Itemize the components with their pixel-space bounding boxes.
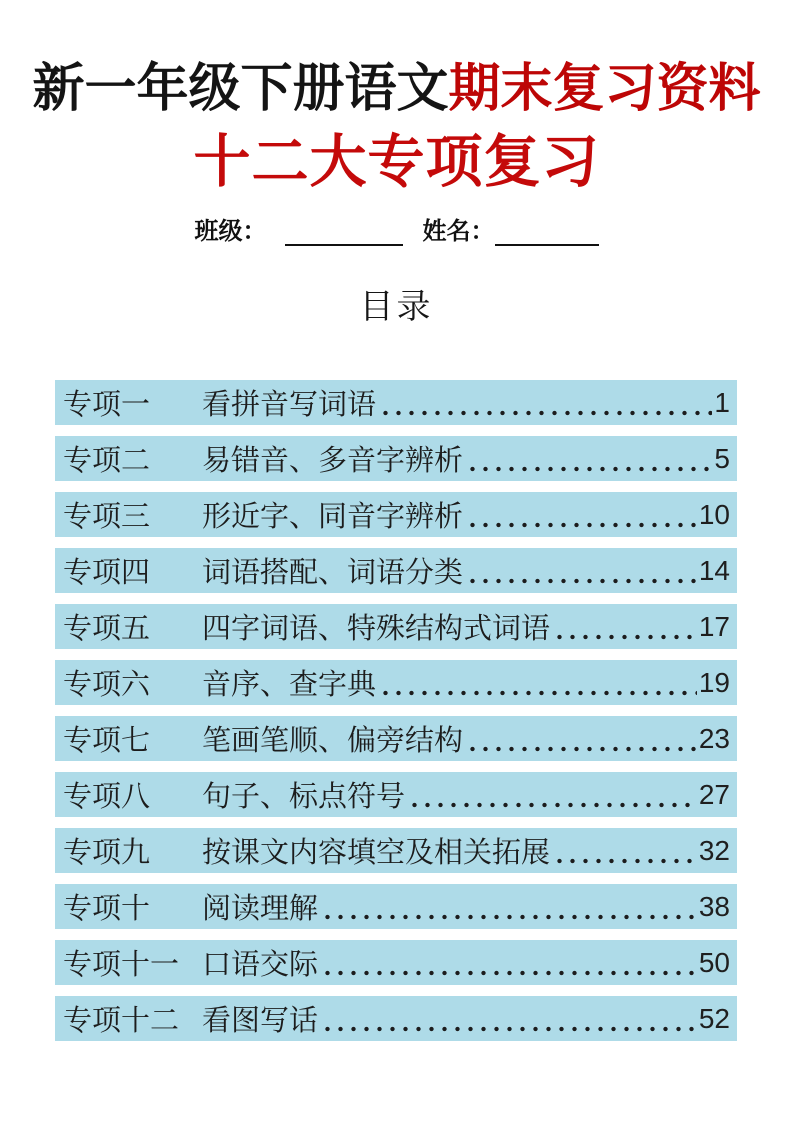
toc-item-title: 易错音、多音字辨析 [202,445,464,477]
toc-leader-dots [466,461,712,473]
toc-leader-dots [321,965,697,977]
toc-list [55,380,737,1052]
toc-item-title: 看拼音写词语 [202,389,377,421]
class-blank-field[interactable] [285,220,403,246]
document-subtitle: 十二大专项复习 [193,131,600,194]
toc-page-number: 50 [698,946,730,978]
toc-page-number: 5 [714,442,730,474]
name-blank-field[interactable] [495,220,599,246]
toc-leader-dots [466,517,697,529]
toc-leader-dots [321,1021,697,1033]
toc-item-label: 专项十二 [63,1005,180,1037]
toc-row[interactable] [55,716,737,761]
toc-item-title: 阅读理解 [202,893,319,925]
toc-item-label: 专项四 [63,557,151,589]
toc-leader-dots [466,741,697,753]
toc-item-label: 专项二 [63,445,151,477]
toc-item-title: 笔画笔顺、偏旁结构 [202,725,464,757]
toc-leader-dots [379,405,712,417]
toc-row[interactable] [55,604,737,649]
toc-leader-dots [553,629,697,641]
toc-item-label: 专项五 [63,613,151,645]
toc-row[interactable] [55,380,737,425]
toc-leader-dots [466,573,697,585]
toc-page-number: 23 [698,722,730,754]
toc-leader-dots [408,797,697,809]
class-name-line [0,211,793,246]
toc-page-number: 19 [698,666,730,698]
toc-item-label: 专项三 [63,501,151,533]
toc-item-title: 词语搭配、词语分类 [202,557,464,589]
toc-row[interactable] [55,828,737,873]
toc-item-label: 专项七 [63,725,151,757]
toc-item-label: 专项十 [63,893,151,925]
document-title [0,46,793,121]
toc-page-number: 1 [714,386,730,418]
toc-item-title: 句子、标点符号 [202,781,406,813]
title-black-part: 新一年级下册语文 [32,61,449,118]
toc-page-number: 38 [698,890,730,922]
name-label: 姓名： [422,219,495,245]
toc-item-title: 形近字、同音字辨析 [202,501,464,533]
toc-page-number: 10 [698,498,730,530]
toc-header: 目录 [359,289,434,326]
toc-leader-dots [553,853,697,865]
toc-item-title: 四字词语、特殊结构式词语 [202,613,551,645]
toc-page-number: 17 [698,610,730,642]
class-label: 班级： [194,219,267,245]
toc-page-number: 27 [698,778,730,810]
toc-item-label: 专项十一 [63,949,180,981]
toc-row[interactable] [55,436,737,481]
toc-item-title: 按课文内容填空及相关拓展 [202,837,551,869]
toc-item-title: 音序、查字典 [202,669,377,701]
toc-item-label: 专项六 [63,669,151,701]
toc-row[interactable] [55,996,737,1041]
toc-row[interactable] [55,660,737,705]
toc-page-number: 32 [698,834,730,866]
toc-page-number: 14 [698,554,730,586]
toc-row[interactable] [55,772,737,817]
toc-item-title: 看图写话 [202,1005,319,1037]
toc-row[interactable] [55,548,737,593]
toc-page-number: 52 [698,1002,730,1034]
toc-item-label: 专项一 [63,389,151,421]
toc-row[interactable] [55,492,737,537]
toc-item-title: 口语交际 [202,949,319,981]
toc-leader-dots [321,909,697,921]
toc-row[interactable] [55,940,737,985]
toc-row[interactable] [55,884,737,929]
toc-item-label: 专项九 [63,837,151,869]
title-red-part: 期末复习资料 [448,61,761,118]
toc-leader-dots [379,685,697,697]
toc-item-label: 专项八 [63,781,151,813]
